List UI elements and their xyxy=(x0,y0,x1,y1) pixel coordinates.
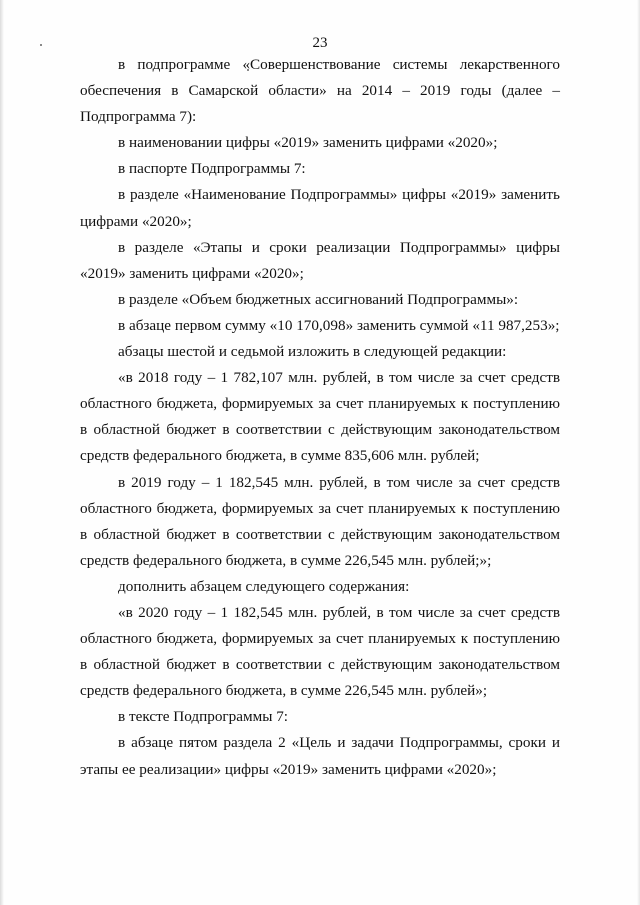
paragraph-section-stages: в разделе «Этапы и сроки реализации Подпрограммы» цифры «2019» заменить цифрами «2020»; xyxy=(80,238,560,282)
paragraph-subprogram-7-intro: в подпрограмме «Совершенствование системы лекарственного обеспечения в Самарской области» на 2014 – 2019 годы (далее – Подпрограмма 7): xyxy=(80,56,560,126)
paragraph-year-2019: в 2019 году – 1 182,545 млн. рублей, в том числе за счет средств областного бюджета, формируемых за счет планируемых к поступлению в областной бюджет в соответствии с действующим законодательством средств федерального бюджета, в сумме 226,545 млн. рублей;»; xyxy=(80,473,560,569)
paragraph-name-change: в наименовании цифры «2019» заменить цифрами «2020»; xyxy=(118,134,498,152)
page-number: 23 xyxy=(312,35,328,51)
document-body xyxy=(80,52,560,783)
paragraph-text-subprogram: в тексте Подпрограммы 7: xyxy=(118,708,289,726)
scan-shadow-left xyxy=(0,0,4,905)
paragraph-year-2018: «в 2018 году – 1 782,107 млн. рублей, в том числе за счет средств областного бюджета, формируемых за счет планируемых к поступлению в областной бюджет в соответствии с действующим законодательством средств федерального бюджета, в сумме 835,606 млн. рублей; xyxy=(80,369,560,465)
paragraph-sixth-seventh: абзацы шестой и седьмой изложить в следующей редакции: xyxy=(118,343,507,361)
paragraph-add-abzac: дополнить абзацем следующего содержания: xyxy=(118,577,410,595)
paragraph-section-2: в абзаце пятом раздела 2 «Цель и задачи Подпрограммы, сроки и этапы ее реализации» цифры «2019» заменить цифрами «2020»; xyxy=(80,734,560,778)
paragraph-section-budget: в разделе «Объем бюджетных ассигнований Подпрограммы»: xyxy=(118,290,519,308)
paragraph-section-name: в разделе «Наименование Подпрограммы» цифры «2019» заменить цифрами «2020»; xyxy=(80,186,560,230)
paragraph-passport: в паспорте Подпрограммы 7: xyxy=(118,160,306,178)
paragraph-first-abzac: в абзаце первом сумму «10 170,098» заменить суммой «11 987,253»; xyxy=(118,316,560,334)
paragraph-year-2020: «в 2020 году – 1 182,545 млн. рублей, в том числе за счет средств областного бюджета, формируемых за счет планируемых к поступлению в областной бюджет в соответствии с действующим законодательством средств федерального бюджета, в сумме 226,545 млн. рублей»; xyxy=(80,603,560,700)
